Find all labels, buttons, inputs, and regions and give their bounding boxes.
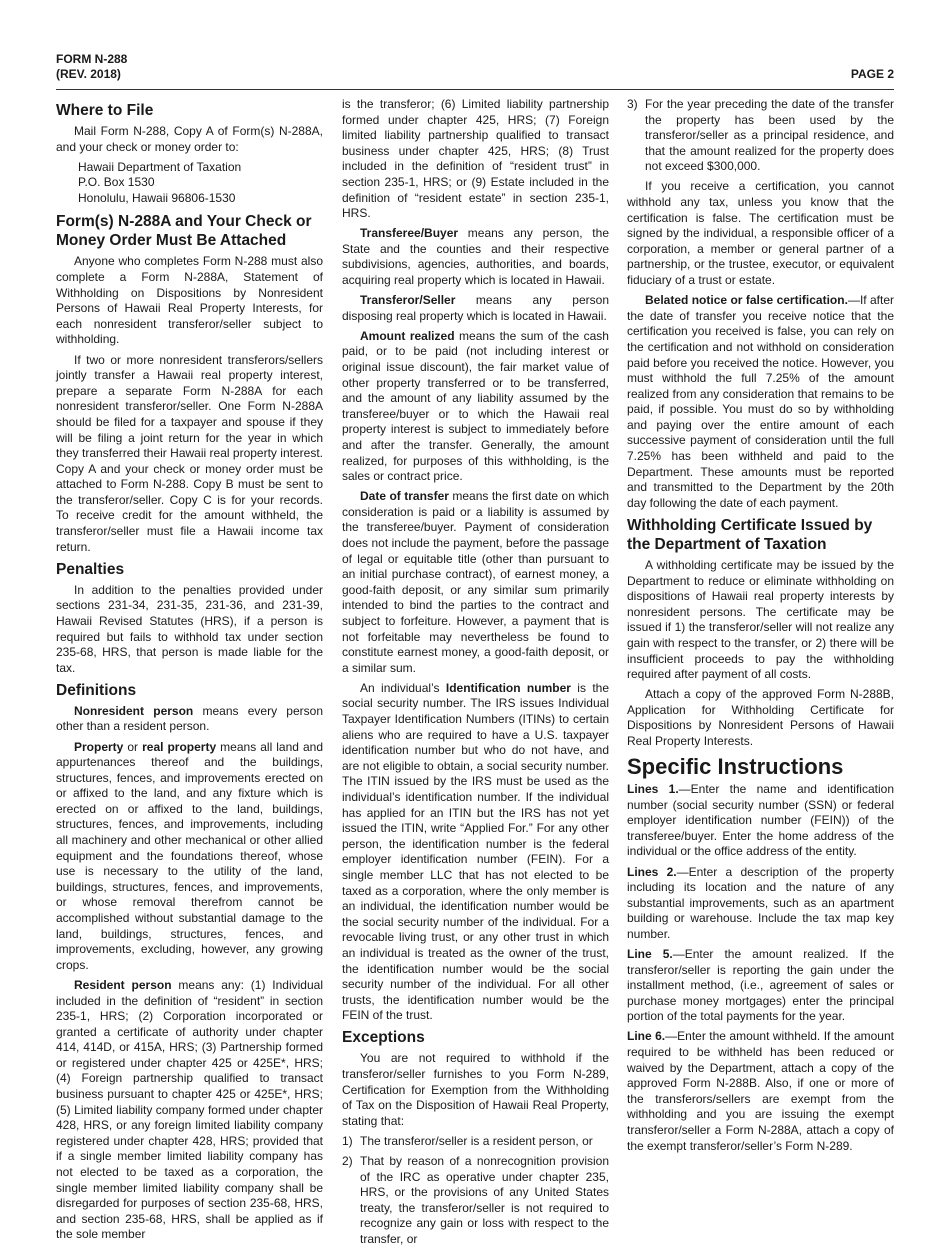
form-revision: (REV. 2018): [56, 67, 121, 81]
definition-amount-realized: [342, 329, 609, 485]
definition-identification-number: [342, 681, 609, 1024]
instruction-text: —Enter a description of the property including its location and the nature of any substantial improvements, such as an apartment building or warehouse. Include the tax map key number.: [627, 864, 894, 941]
page-number: PAGE 2: [850, 67, 894, 81]
term: Property: [74, 739, 124, 754]
address-line: Hawaii Department of Taxation: [78, 159, 242, 174]
definition-buyer: [342, 226, 609, 288]
list-item: [342, 1154, 609, 1248]
heading-attach: Form(s) N-288A and Your Check or Money Order Must Be Attached: [56, 213, 312, 250]
heading-exceptions: Exceptions: [342, 1029, 425, 1047]
line-label: Line 5.: [627, 947, 673, 961]
instruction-text: —Enter the amount withheld. If the amount required to be withheld has been reduced or waived by the Department, attach a copy of the approved Form N-288B. Also, if one or more of the transferors/sellers are exempt from the withholding and you are issuing the exempt transferor/seller a Form N-288A, attach a copy of the exempt transferor/seller’s Form N-289.: [627, 1029, 894, 1153]
definition-text: means the sum of the cash paid, or to be paid (not including interest or original issue discount), the fair market value of other property transferred or to be transferred, and the amount of any liability assumed by the transferee/buyer or to which the Hawaii real property interest is subject to immediately before and after the transfer. Generally, the amount realized, for purposes of this withholding, is the sales or contract price.: [342, 328, 609, 484]
definition-text: is the social security number. The IRS issues Individual Taxpayer Identification Numbers (ITINs) to certain aliens who are required to have a U.S. taxpayer identification number but who do not have, and are not eligible to obtain, a social security number. The ITIN issued by the IRS must be used as the individual’s identification number. If the individual has applied for an ITIN but the IRS has not yet issued the ITIN, write “Applied For.” For any other person, the identification number is the federal employer identification number (FEIN). For a single member LLC that has not elected to be taxed as a corporation, where the only member is an individual, the identification number would be the social security number of the individual. For a revocable living trust, or any other trust in which an individual is treated as the owner of the trust, the identification number would be the social security number of the individual. For all other trusts, the identification number would be the FEIN of the trust.: [342, 680, 610, 1023]
definition-text: means any: (1) Individual included in the definition of “resident” in section 235-1, HRS; (2) Corporation incorporated or granted a certificate of authority under chapter 414, 414D, or 415A, HRS; (3) Partnership formed or registered under chapter 425 or 425E*, HRS; (4) Foreign partnership qualified to transact business pursuant to chapter 425 or 425E*, HRS; (5) Limited liability company formed under chapter 428, HRS, or any foreign limited liability company registered under chapter 428, HRS; provided that if a single member limited liability company has not elected to be taxed as a corporation, the single member limited liability company shall be disregarded for purposes of section 235-68, HRS, and section 235-68, HRS, shall be applied as if the sole member: [56, 977, 323, 1242]
paragraph: If two or more nonresident transferors/sellers jointly transfer a Hawaii real property interest, prepare a separate Form N-288A for each nonresident transferor/seller. One Form N-288A should be filed for a taxpayer and spouse if they will be filing a joint return for the year in which they transferred their Hawaii real property interest. Copy A and your check or money order must be attached to Form N-288. Copy B must be sent to the transferor/seller. Copy C is for your records. To receive credit for the amount withheld, the transferor/seller must file a Hawaii income tax return.: [56, 352, 323, 554]
line-label: Lines 1.: [627, 782, 679, 797]
paragraph: If you receive a certification, you cannot withhold any tax, unless you know that the certification is false. The certification must be signed by the individual, a responsible officer of a corporation, a member or general partner of a partnership, or the trustee, executor, or equivalent fiduciary of a trust or estate.: [627, 179, 894, 288]
term: real property: [142, 739, 217, 754]
term: Transferee/Buyer: [360, 226, 459, 241]
run-in-heading: Belated notice or false certification.: [645, 293, 848, 308]
mailing-address: [56, 160, 323, 207]
address-line: Honolulu, Hawaii 96806-1530: [78, 190, 236, 205]
list-number: 2): [342, 1154, 353, 1168]
list-text: For the year preceding the date of the transfer the property has been used by the transferor/seller as a principal residence, and that the amount realized for the property does not exceed $300,000.: [645, 97, 894, 174]
paragraph-text: —If after the date of transfer you receive notice that the certification you received is false, you can rely on the certification and not withhold on consideration paid before you received the notice. However, you must withhold the full 7.25% of the amount realized from any consideration that remains to be paid, if possible. You must do so by withholding and paying over the entire amount of each successive payment of consideration until the full 7.25% has been withheld and paid to the Department. These amounts must be reported and transmitted to the Department by the 20th day following the date of each payment.: [627, 293, 895, 510]
line-label: Line 6.: [627, 1029, 666, 1044]
address-line: P.O. Box 1530: [78, 175, 155, 190]
where-paragraph: Mail Form N-288, Copy A of Form(s) N-288A, and your check or money order to:: [56, 124, 323, 154]
paragraph: A withholding certificate may be issued by the Department to reduce or eliminate withholding on dispositions of Hawaii real property interests by nonresident persons. The certificate may be issued if 1) the transferor/seller will not realize any gain with respect to the transfer, or 2) there will be insufficient proceeds to pay the withholding required after payment of all costs.: [627, 557, 894, 682]
definition-text: means any person, the State and the counties and their respective subdivisions, agencies, authorities, and boards, acquiring real property which is located in Hawaii.: [342, 226, 609, 288]
instruction-lines-2: [627, 865, 894, 943]
definition-nonresident: [56, 704, 323, 735]
form-id: [56, 52, 127, 82]
list-text: The transferor/seller is a resident person, or: [360, 1133, 593, 1148]
column-1: [56, 97, 323, 1248]
paragraph: Attach a copy of the approved Form N-288B, Application for Withholding Certificate for Dispositions by Nonresident Persons of Hawaii Real Property Interests.: [627, 687, 894, 748]
definition-text: or: [123, 739, 143, 754]
definition-resident: [56, 978, 323, 1243]
page-header: [56, 52, 894, 90]
term: Transferor/Seller: [360, 293, 456, 308]
paragraph-continued: is the transferor; (6) Limited liability partnership formed under chapter 425, HRS; (7) Foreign limited liability partnership qualified to transact business under chapter 425, HRS; (8) Trust included in the definition of “resident trust” in section 235-1, HRS; or (9) Estate included in the definition of “resident estate” in section 235-1, HRS.: [342, 97, 609, 221]
definition-seller: [342, 293, 609, 324]
definition-text: means any person disposing real property which is located in Hawaii.: [342, 293, 609, 323]
instruction-text: —Enter the amount realized. If the transferor/seller is reporting the gain under the installment method, (i.e., agreement of sales or purchase money mortgages) enter the principal portion of the total payments for the year.: [627, 947, 894, 1024]
form-number: FORM N-288: [56, 52, 128, 66]
instruction-lines-1: [627, 782, 894, 860]
heading-withholding-certificate: Withholding Certificate Issued by the Department of Taxation: [627, 516, 873, 553]
belated-notice: [627, 293, 894, 511]
definition-text: means the first date on which consideration is paid or a liability is assumed by the transferee/buyer. Payment of consideration does not include the payment, before the passage of legal or equitable title (other than pursuant to an initial purchase contract), of earnest money, a good-faith deposit, or any similar sum primarily intended to bind the parties to the contract and subject to forfeiture. However, a payment that is not forfeitable may nevertheless be found to constitute earnest money, a good-faith deposit, or a similar sum.: [342, 489, 610, 675]
instruction-line-5: [627, 947, 894, 1025]
definition-text: means every person other than a resident person.: [56, 703, 323, 734]
list-number: 3): [627, 97, 638, 111]
term: Resident person: [74, 977, 172, 992]
definition-date-of-transfer: [342, 489, 609, 676]
list-item: [342, 1134, 609, 1150]
list-number: 1): [342, 1133, 353, 1148]
definition-property: [56, 740, 323, 974]
instruction-line-6: [627, 1029, 894, 1154]
term: Nonresident person: [74, 703, 194, 718]
heading-where-to-file: Where to File: [56, 102, 154, 119]
paragraph: In addition to the penalties provided under sections 231-34, 231-35, 231-36, and 231-39, Hawaii Revised Statutes (HRS), if a person is required but fails to withhold tax under section 235-68, HRS, that person is made liable for the tax.: [56, 582, 323, 675]
heading-penalties: Penalties: [56, 560, 125, 578]
term: Identification number: [445, 680, 571, 695]
list-text: That by reason of a nonrecognition provision of the IRC as operative under chapter 235, HRS, or the provisions of any United States treaty, the transferor/seller is not required to recognize any gain or loss with respect to the transfer, or: [360, 1154, 609, 1246]
column-2: [342, 97, 609, 1252]
definition-text: An individual’s: [360, 680, 446, 695]
definition-text: means all land and appurtenances thereof and the buildings, structures, fences, and improvements erected on or affixed to the land, and any fixture which is erected on or affixed to the land, buildings, structures, fences, and improvements, including all machinery and other mechanical or other allied equipment and the foundations thereof, whose use is necessary to the utility of the land, buildings, structures, fences, and improvements, or whose removal therefrom cannot be accomplished without substantial damage to the land, buildings, structures, fences, and improvements, excluding, however, any growing crops.: [56, 739, 324, 972]
term: Amount realized: [360, 328, 455, 343]
term: Date of transfer: [360, 489, 449, 504]
column-3: [627, 97, 894, 1159]
line-label: Lines 2.: [627, 864, 677, 879]
instruction-text: —Enter the name and identification number (social security number (SSN) or federal employer identification number (FEIN)) of the transferee/buyer. Enter the home address of the individual or the office address of the entity.: [627, 782, 894, 859]
heading-specific-instructions: Specific Instructions: [627, 754, 844, 780]
paragraph: Anyone who completes Form N-288 must also complete a Form N-288A, Statement of Withholding on Dispositions by Nonresident Persons of Hawaii Real Property Interests, for each nonresident transferor/seller subject to withholding.: [56, 254, 323, 347]
heading-definitions: Definitions: [56, 681, 137, 699]
paragraph: You are not required to withhold if the transferor/seller furnishes to you Form N-289, Certification for Exemption from the Withholding of Tax on the Disposition of Hawaii Real Property, stating that:: [342, 1051, 609, 1128]
list-item: [627, 97, 894, 175]
